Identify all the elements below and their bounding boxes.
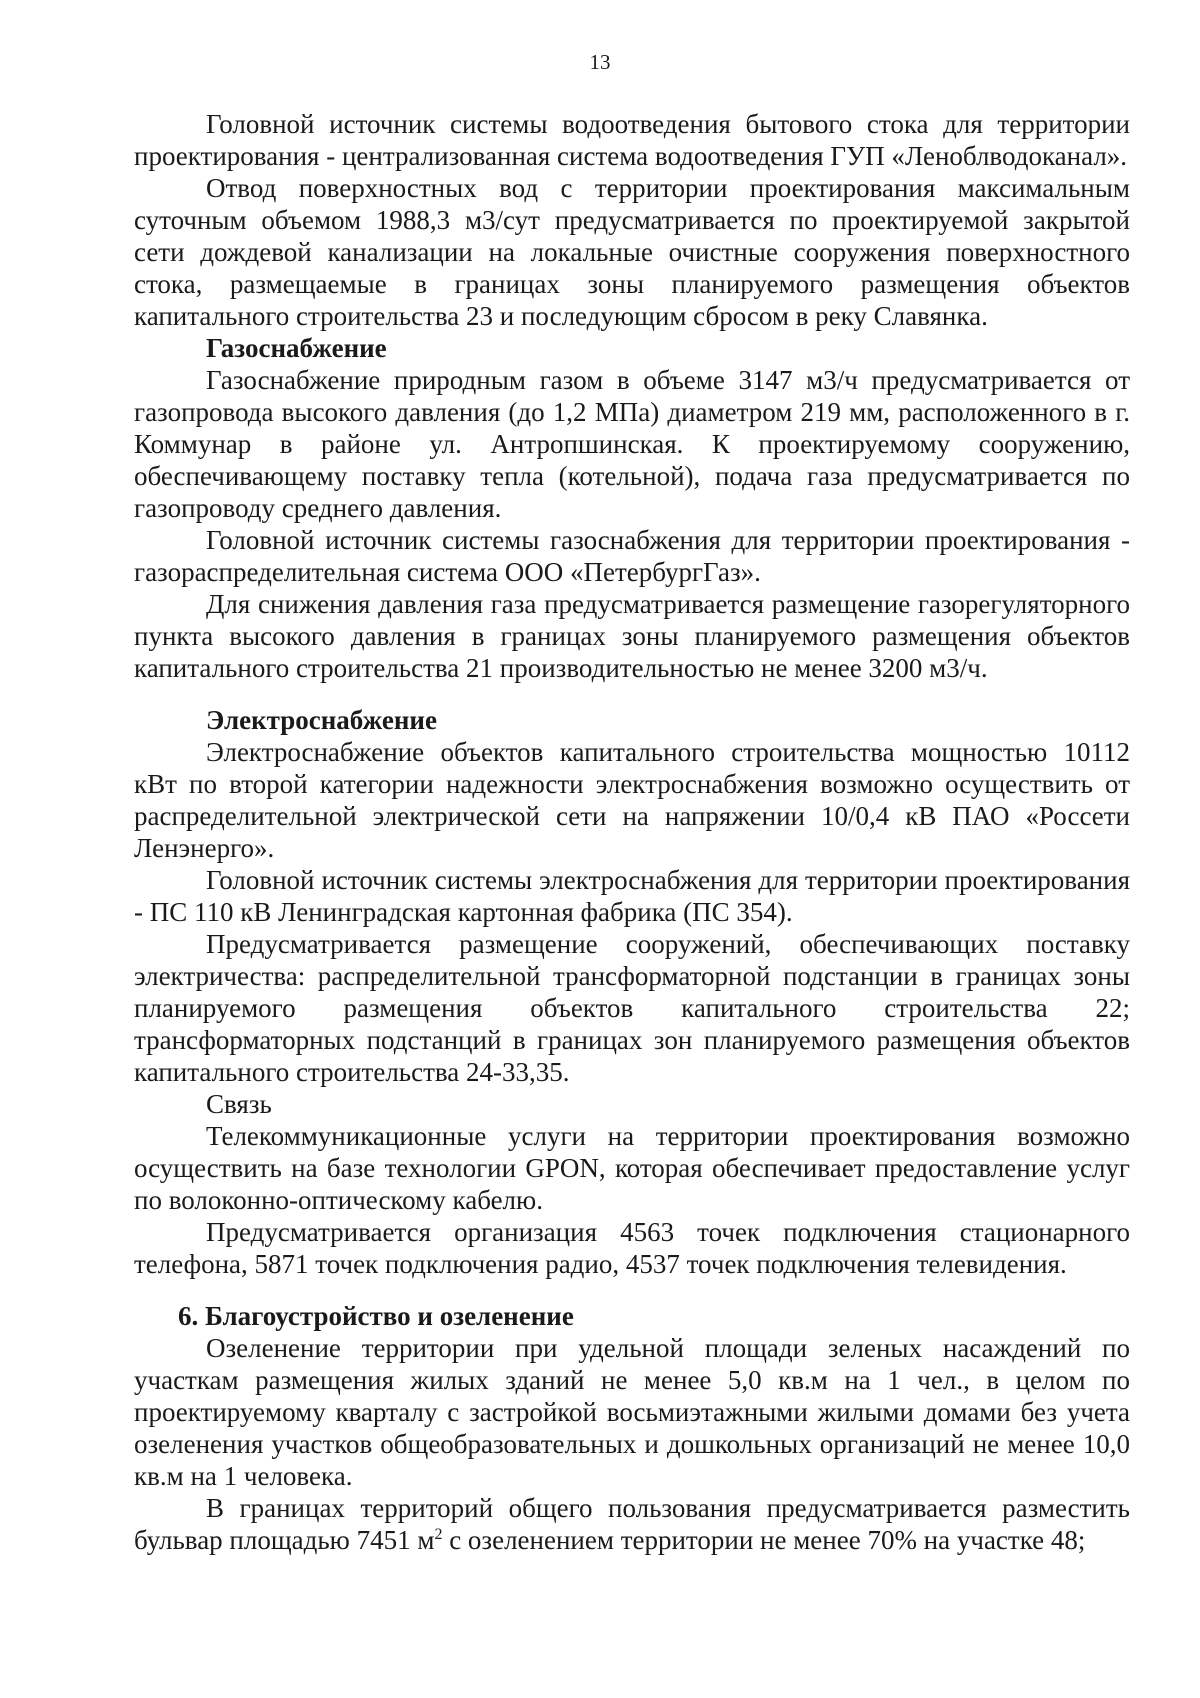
- paragraph-sewage-source: Головной источник системы водоотведения бытового стока для территории проектирования - централизованная система водоотведения ГУП «Леноблводоканал».: [134, 109, 1130, 171]
- heading-section-6: 6. Благоустройство и озеленение: [178, 1301, 574, 1331]
- paragraph-boulevard: [134, 1492, 1130, 1556]
- paragraph-gas-regulator: Для снижения давления газа предусматривается размещение газорегуляторного пункта высокого давления в границах зоны планируемого размещения объектов капитального строительства 21 производительностью не менее 3200 м3/ч.: [134, 589, 1130, 683]
- paragraph-power-supply: Электроснабжение объектов капитального строительства мощностью 10112 кВт по второй категории надежности электроснабжения возможно осуществить от распределительной электрической сети на напряжении 10/0,4 кВ ПАО «Россети Ленэнерго».: [134, 737, 1130, 863]
- superscript-2: 2: [434, 1526, 443, 1543]
- paragraph-surface-water: Отвод поверхностных вод с территории проектирования максимальным суточным объемом 1988,3 м3/сут предусматривается по проектируемой закрытой сети дождевой канализации на локальные очистные сооружения поверхностного стока, размещаемые в границах зоны планируемого размещения объектов капитального строительства 23 и последующим сбросом в реку Славянка.: [134, 173, 1130, 331]
- document-body: [134, 108, 1130, 1556]
- page-number: 13: [589, 50, 611, 74]
- paragraph-telecom: Телекоммуникационные услуги на территории проектирования возможно осуществить на базе технологии GPON, которая обеспечивает предоставление услуг по волоконно-оптическому кабелю.: [134, 1121, 1130, 1215]
- paragraph-gas-supply: Газоснабжение природным газом в объеме 3147 м3/ч предусматривается от газопровода высокого давления (до 1,2 МПа) диаметром 219 мм, расположенного в г. Коммунар в районе ул. Антропшинская. К проектируемому сооружению, обеспечивающему поставку тепла (котельной), подача газа предусматривается по газопроводу среднего давления.: [134, 365, 1130, 523]
- paragraph-power-source: Головной источник системы электроснабжения для территории проектирования - ПС 110 кВ Ленинградская картонная фабрика (ПС 354).: [134, 865, 1130, 927]
- heading-gas-supply: Газоснабжение: [206, 333, 387, 363]
- paragraph-landscaping: Озеленение территории при удельной площади зеленых насаждений по участкам размещения жилых зданий не менее 5,0 кв.м на 1 чел., в целом по проектируемому кварталу с застройкой восьмиэтажными жилыми домами без учета озеленения участков общеобразовательных и дошкольных организаций не менее 10,0 кв.м на 1 человека.: [134, 1333, 1130, 1491]
- paragraph-connection-points: Предусматривается организация 4563 точек подключения стационарного телефона, 5871 точек подключения радио, 4537 точек подключения телевидения.: [134, 1217, 1130, 1279]
- boulevard-text-start: В границах территорий общего пользования предусматривается разместить бульвар площадью 7451 м: [134, 1493, 1130, 1555]
- paragraph-substations: Предусматривается размещение сооружений, обеспечивающих поставку электричества: распределительной трансформаторной подстанции в границах зоны планируемого размещения объектов капитального строительства 22; трансформаторных подстанций в границах зон планируемого размещения объектов капитального строительства 24-33,35.: [134, 929, 1130, 1087]
- boulevard-text-end: с озеленением территории не менее 70% на участке 48;: [442, 1525, 1086, 1555]
- paragraph-gas-source: Головной источник системы газоснабжения для территории проектирования - газораспределительная система ООО «ПетербургГаз».: [134, 525, 1130, 587]
- heading-communications: Связь: [206, 1089, 272, 1119]
- heading-power-supply: Электроснабжение: [206, 705, 437, 735]
